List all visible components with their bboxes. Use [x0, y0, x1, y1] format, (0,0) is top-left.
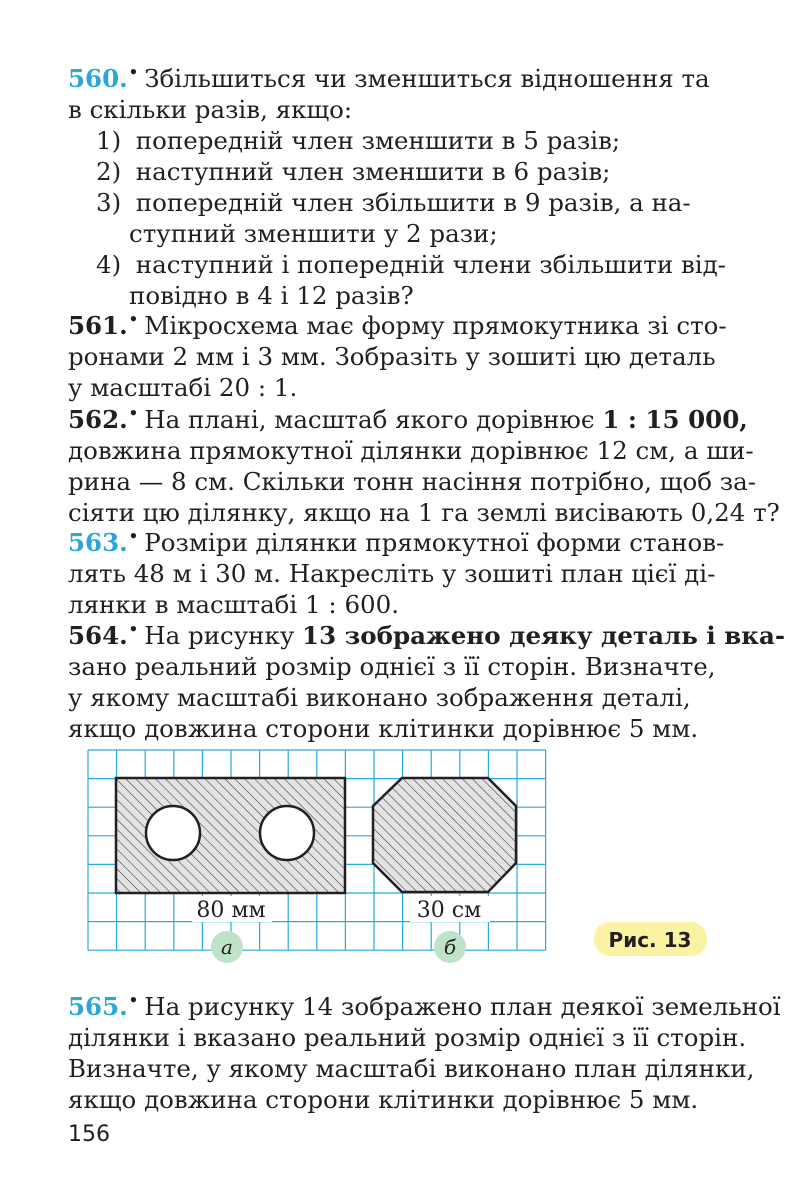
difficulty-dot: • [128, 63, 139, 81]
hole-circle [260, 806, 314, 860]
difficulty-dot: • [128, 404, 139, 422]
page-number: 156 [68, 1122, 110, 1147]
problem-number: 562. [68, 405, 128, 434]
figure-caption: Рис. 13 [608, 928, 692, 952]
difficulty-dot: • [128, 310, 139, 328]
problem-number: 564. [68, 621, 128, 650]
problem-561: 561.• Мікросхема має форму прямокутника зі сто- ронами 2 мм і 3 мм. Зобразіть у зошиті цю деталь у масштабі 20 : 1. [68, 310, 727, 402]
difficulty-dot: • [128, 991, 139, 1009]
problem-563: 563.• Розміри ділянки прямокутної форми станов- лять 48 м і 30 м. Накресліть у зошиті план цієї ді- лянки в масштабі 1 : 600. [68, 527, 725, 619]
list-item: 4) наступний і попередній члени збільшити від- [96, 250, 726, 279]
badge-b-label: б [443, 935, 457, 959]
figure-b-octagon [373, 778, 516, 892]
problem-number: 561. [68, 311, 128, 340]
problem-564: 564.• На рисунку 13 зображено деяку деталь і вка- зано реальний розмір однієї з її сторін. Визначте, у якому масштабі виконано зображення деталі, якщо довжина сторони клітинки дорівнює 5 мм. [68, 620, 786, 743]
list-item: 1) попередній член зменшити в 5 разів; [96, 126, 621, 155]
difficulty-dot: • [128, 527, 139, 545]
size-label-a: 80 мм [196, 898, 266, 923]
list-item: 3) попередній член збільшити в 9 разів, а на- [96, 188, 691, 217]
problem-number: 560. [68, 64, 128, 93]
problem-560: 560.• Збільшиться чи зменшиться відношення та в скільки разів, якщо: 1) попередній член зменшити в 5 разів; 2) наступний член зменшити в 6 разів; 3) попередній член збільшити в 9 разів, а на- ступний зменшити у 2 рази; 4) наступний і попередній члени збільшити від- повідно в 4 і 12 разів? [68, 57, 728, 311]
figure-a-plate [116, 778, 345, 893]
difficulty-dot: • [128, 620, 139, 638]
problem-number: 565. [68, 992, 128, 1021]
size-label-b: 30 см [416, 898, 482, 923]
list-item: 2) наступний член зменшити в 6 разів; [96, 157, 611, 186]
badge-a-label: а [221, 935, 233, 959]
hole-circle [146, 806, 200, 860]
problem-number: 563. [68, 528, 128, 557]
problem-565: 565.• На рисунку 14 зображено план деякої земельної ділянки і вказано реальний розмір однієї з її сторін. Визначте, у якому масштабі виконано план ділянки, якщо довжина сторони клітинки дорівнює 5 мм. [68, 991, 781, 1114]
problem-562: 562.• На плані, масштаб якого дорівнює 1 : 15 000, довжина прямокутної ділянки дорівнює 12 см, а ши- рина — 8 см. Скільки тонн насіння потрібно, щоб за- сіяти цю ділянку, якщо на 1 га землі висівають 0,24 т? [68, 404, 780, 527]
